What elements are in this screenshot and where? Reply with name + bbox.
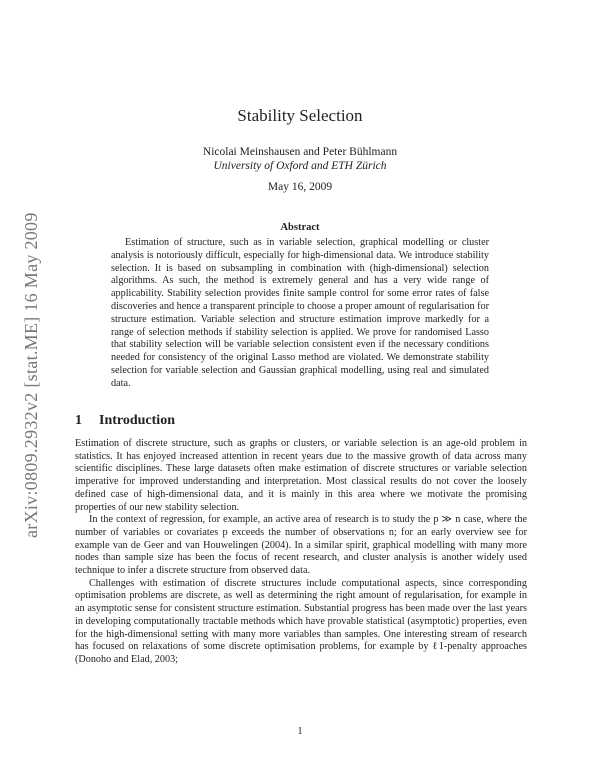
paper-date: May 16, 2009 xyxy=(267,181,333,193)
paper-title: Stability Selection xyxy=(237,106,363,125)
page-number: 1 xyxy=(297,726,303,737)
section-body xyxy=(75,438,527,667)
paragraph-3: Challenges with estimation of discrete structures include computational aspects, since corresponding optimisation problems are discrete, as well as determining the right amount of regularisation, for example in an asymptotic sense for consistent structure estimation. Substantial progress has been made over the last years in developing computationally tractable methods which have provable statistical (asymptotic) properties, even for the high-dimensional setting with many more variables than samples. One interesting stream of research has focused on relaxations of some discrete optimisation problems, for example by ℓ1-penalty approaches (Donoho and Elad, 2003; xyxy=(75,577,527,665)
section-heading xyxy=(75,413,175,429)
author-affiliation: University of Oxford and ETH Zürich xyxy=(213,160,387,172)
author-names: Nicolai Meinshausen and Peter Bühlmann xyxy=(202,146,398,158)
paragraph-1: Estimation of discrete structure, such as graphs or clusters, or variable selection is an age-old problem in statistics. It has enjoyed increased attention in recent years due to the massive growth of data across many scientific disciplines. These large datasets often make estimation of discrete structures or variable selection imperative for improved understanding and interpretation. Most classical results do not cover the loosely defined case of high-dimensional data, and it is mainly in this area where we motivate the promising properties of our new stability selection. xyxy=(75,438,527,513)
arxiv-identifier: arXiv:0809.2932v2 [stat.ME] 16 May 2009 xyxy=(21,212,41,538)
author-block xyxy=(0,145,600,173)
abstract-text: Estimation of structure, such as in variable selection, graphical modelling or cluster analysis is notoriously difficult, especially for high-dimensional data. We introduce stability selection. It is based on subsampling in combination with (high-dimensional) selection algorithms. As such, the method is extremely general and has a very wide range of applicability. Stability selection provides finite sample control for some error rates of false discoveries and hence a transparent principle to choose a proper amount of regularisation for structure estimation. Variable selection and structure estimation improve markedly for a range of selection methods if stability selection is applied. We prove for randomised Lasso that stability selection will be variable selection consistent even if the necessary conditions needed for consistency of the original Lasso method are violated. We demonstrate stability selection for variable selection and Gaussian graphical modelling, using real and simulated data. xyxy=(111,237,489,389)
section-title: Introduction xyxy=(99,413,175,428)
abstract-heading: Abstract xyxy=(280,222,320,233)
paragraph-2: In the context of regression, for example, an active area of research is to study the p ≫ n case, where the number of variables or covariates p exceeds the number of observations n; for an early overview see for example van de Geer and van Houwelingen (2004). In a similar spirit, graphical modelling with many more nodes than sample size has been the focus of recent research, and cluster analysis is another widely used technique to infer a discrete structure from observed data. xyxy=(75,514,527,577)
section-number: 1 xyxy=(75,413,82,428)
